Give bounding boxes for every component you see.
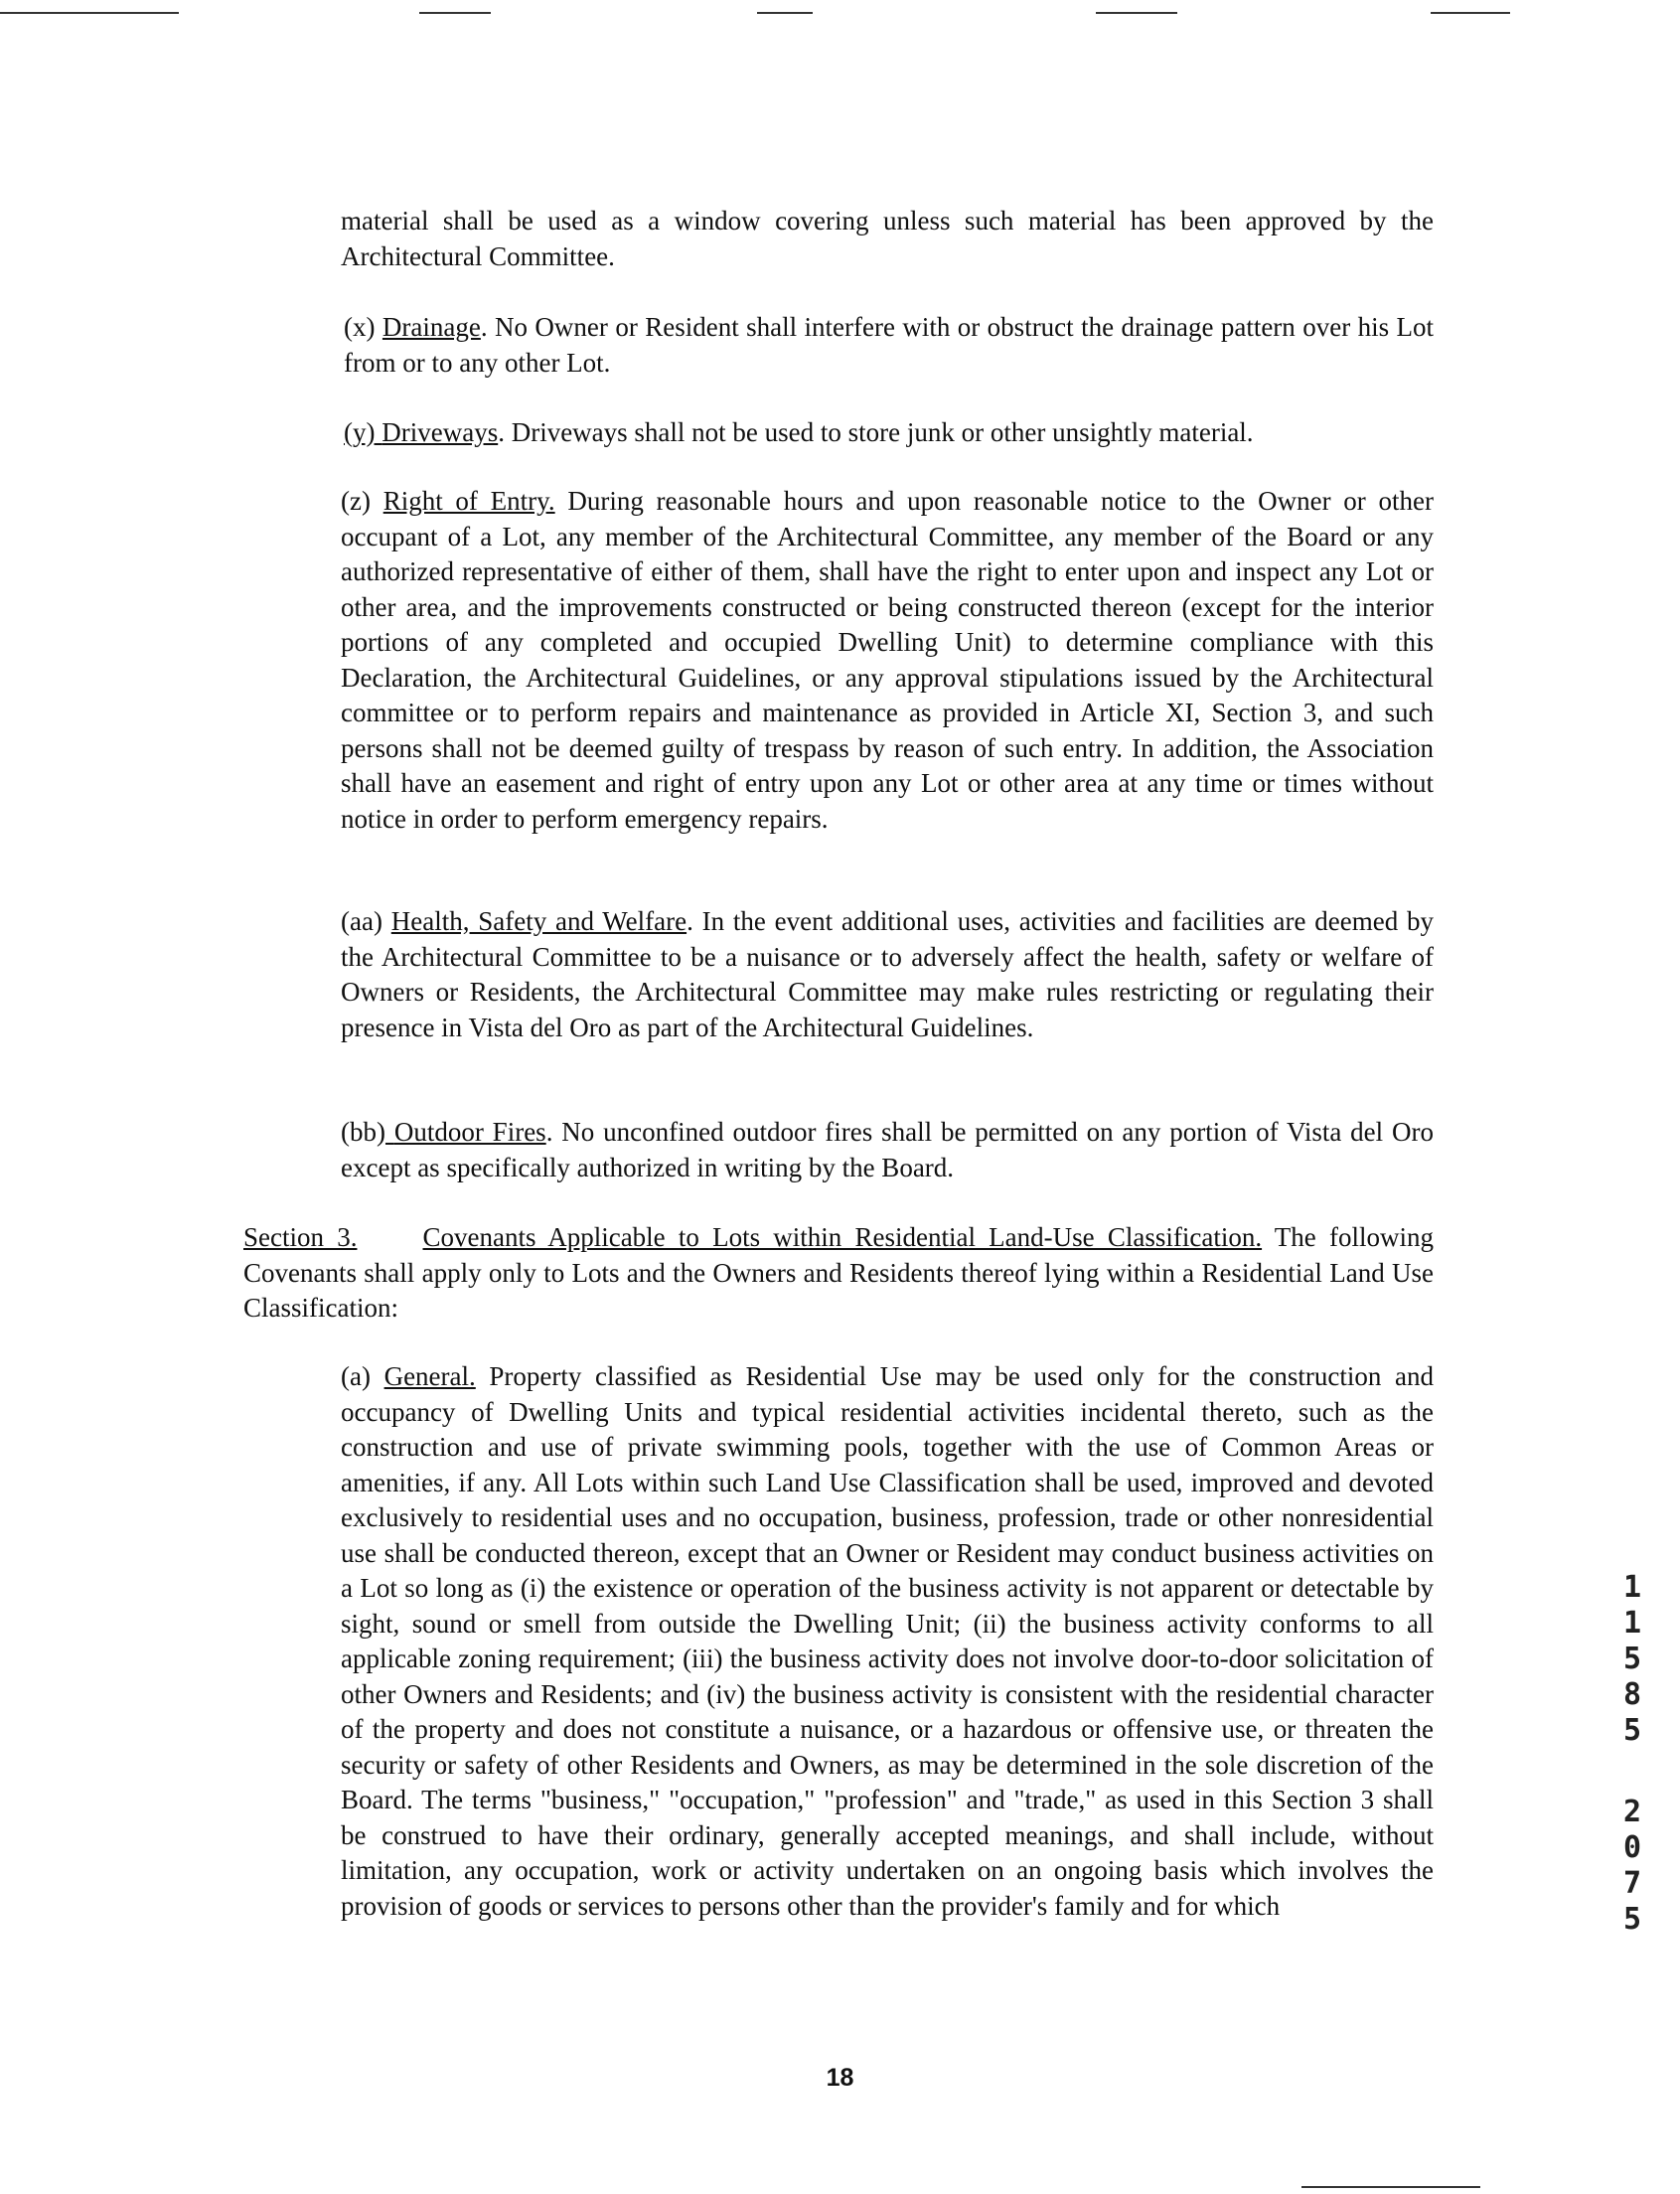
paragraph-drainage <box>344 310 1434 381</box>
stamp-digit: 1 <box>1622 1606 1642 1641</box>
paragraph-heading: Health, Safety and Welfare <box>390 906 687 936</box>
paragraph-heading: Drainage <box>382 312 481 342</box>
paragraph-heading: Driveways <box>382 417 499 447</box>
paragraph-window-covering <box>341 204 1434 274</box>
paragraph-right-of-entry <box>341 484 1434 837</box>
section-3-heading-paragraph <box>243 1220 1434 1327</box>
stamp-digit: 5 <box>1622 1642 1642 1676</box>
paragraph-text: The following Covenants shall apply only to Lots and the Owners and Residents thereof lying within a Residential Land Use Classification: <box>243 1222 1434 1323</box>
paragraph-heading: General. <box>383 1361 476 1391</box>
paragraph-label: (bb) <box>341 1117 385 1147</box>
section-heading: Covenants Applicable to Lots within Residential Land-Use Classification. <box>422 1222 1263 1252</box>
paragraph-driveways <box>344 415 1434 451</box>
paragraph-label: (a) <box>341 1361 371 1391</box>
paragraph-label: (z) <box>341 486 371 516</box>
scan-artifact-line <box>1431 12 1510 14</box>
stamp-digit: 8 <box>1622 1677 1642 1712</box>
page-number: 18 <box>826 2064 854 2092</box>
stamp-digit: 2 <box>1622 1795 1642 1829</box>
paragraph-text: Property classified as Residential Use may be used only for the construction and occupancy of Dwelling Units and typical residential activities incidental thereto, such as the construction and use of private swimming pools, together with the use of Common Areas or amenities, if any. All Lots within such Land Use Classification shall be used, improved and devoted exclusively to residential uses and no occupation, business, profession, trade or other nonresidential use shall be conducted thereon, except that an Owner or Resident may conduct business activities on a Lot so long as (i) the existence or operation of the business activity is not apparent or detectable by sight, sound or smell from outside the Dwelling Unit; (ii) the business activity conforms to all applicable zoning requirement; (iii) the business activity does not involve door-to-door solicitation of other Owners and Residents; and (iv) the business activity is consistent with the residential character of the property and does not constitute a nuisance, or a hazardous or offensive use, or threaten the security or safety of other Residents and Owners, as may be determined in the sole discretion of the Board. The terms "business," "occupation," "profession" and "trade," as used in this Section 3 shall be construed to have their ordinary, generally accepted meanings, and shall include, without limitation, any occupation, work or activity undertaken on an ongoing basis which involves the provision of goods or services to persons other than the provider's family and for which <box>341 1361 1434 1921</box>
paragraph-text: During reasonable hours and upon reasonable notice to the Owner or other occupant of a Lot, any member of the Architectural Committee, any member of the Board or any authorized representative of either of them, shall have the right to enter upon and inspect any Lot or other area, and the improvements constructed or being constructed thereon (except for the interior portions of any completed and occupied Dwelling Unit) to determine compliance with this Declaration, the Architectural Guidelines, or any approval stipulations issued by the Architectural committee or to perform repairs and maintenance as provided in Article XI, Section 3, and such persons shall not be deemed guilty of trespass by reason of such entry. In addition, the Association shall have an easement and right of entry upon any Lot or other area at any time or times without notice in order to perform emergency repairs. <box>341 486 1434 834</box>
scan-artifact-line <box>1301 2186 1480 2188</box>
stamp-digit: 0 <box>1622 1830 1642 1865</box>
scan-artifact-line <box>1096 12 1177 14</box>
paragraph-text: . No unconfined outdoor fires shall be permitted on any portion of Vista del Oro except as specifically authorized in writing by the Board. <box>341 1117 1435 1182</box>
scan-artifact-line <box>757 12 813 14</box>
stamp-digit: 5 <box>1622 1902 1642 1937</box>
section-label: Section 3. <box>243 1222 358 1252</box>
paragraph-health-safety-welfare <box>341 904 1434 1045</box>
paragraph-outdoor-fires <box>341 1115 1434 1185</box>
paragraph-text: . Driveways shall not be used to store junk or other unsightly material. <box>498 417 1254 447</box>
scan-artifact-line <box>419 12 491 14</box>
paragraph-general <box>341 1359 1434 1924</box>
paragraph-text: . No Owner or Resident shall interfere with or obstruct the drainage pattern over his Lot from or to any other Lot. <box>344 312 1435 378</box>
stamp-digit: 1 <box>1622 1570 1642 1605</box>
recording-stamp-first <box>1617 1570 1647 1749</box>
paragraph-heading: Outdoor Fires <box>393 1117 546 1147</box>
paragraph-heading: Right of Entry. <box>382 486 555 516</box>
stamp-digit: 5 <box>1622 1713 1642 1748</box>
paragraph-label: (aa) <box>341 906 382 936</box>
scan-artifact-line <box>0 12 179 14</box>
paragraph-text: . In the event additional uses, activities and facilities are deemed by the Architectural Committee to be a nuisance or to adversely affect the health, safety or welfare of Owners or Residents, the Architectural Committee may make rules restricting or regulating their presence in Vista del Oro as part of the Architectural Guidelines. <box>341 906 1435 1042</box>
recording-stamp-second <box>1617 1795 1647 1938</box>
stamp-digit: 7 <box>1622 1866 1642 1901</box>
paragraph-label: (x) <box>344 312 376 342</box>
paragraph-label: (y) <box>344 417 376 447</box>
paragraph-text: material shall be used as a window covering unless such material has been approved by the Architectural Committee. <box>341 206 1434 271</box>
